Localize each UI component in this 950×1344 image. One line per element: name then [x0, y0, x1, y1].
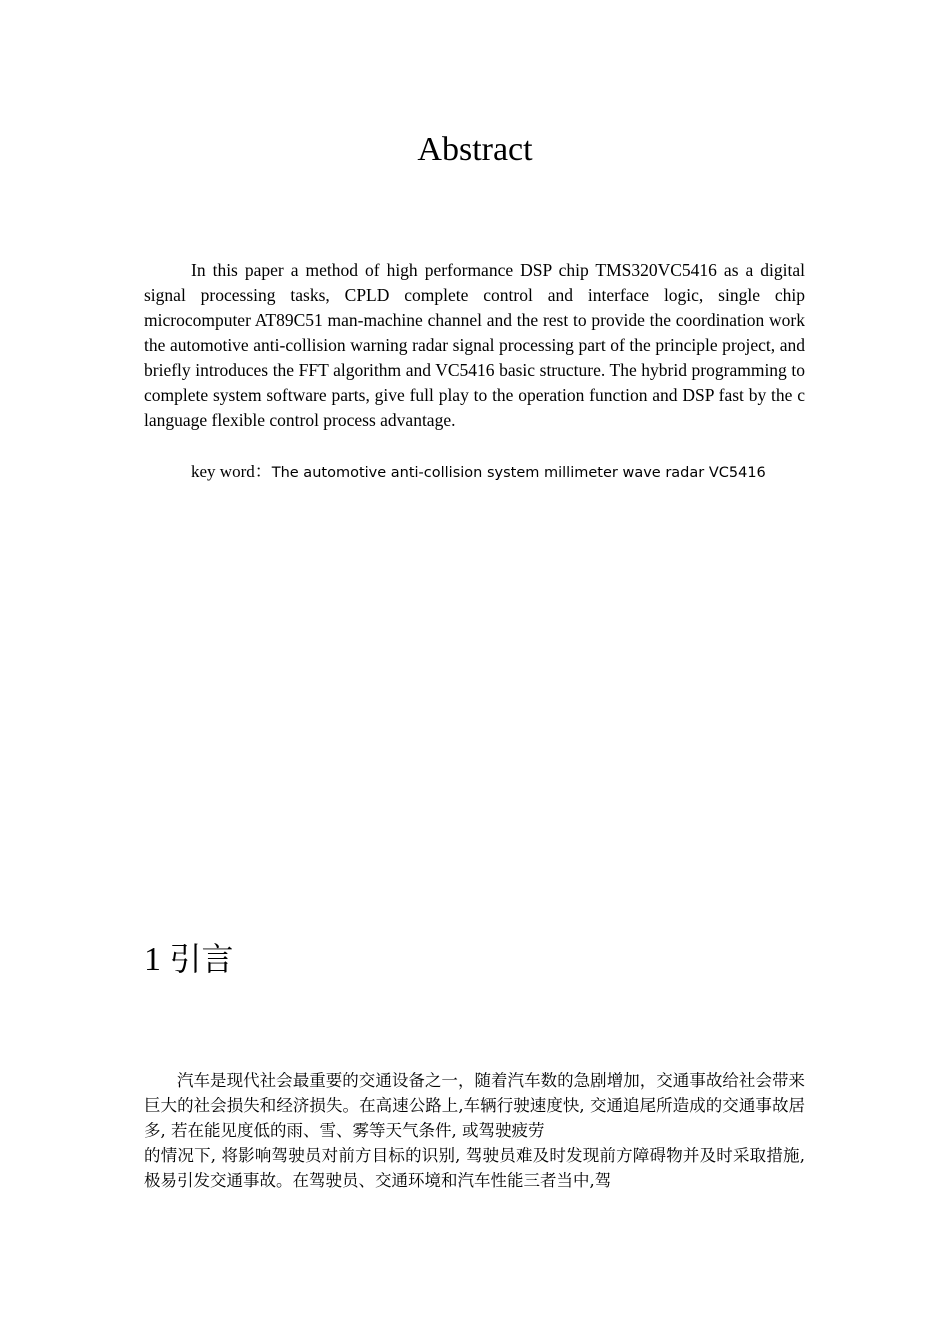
body-paragraph: 汽车是现代社会最重要的交通设备之一，随着汽车数的急剧增加，交通事故给社会带来巨大的社会损失和经济损失。在高速公路上,车辆行驶速度快, 交通追尾所造成的交通事故居多, 若在能见度低的雨、雪、雾等天气条件, 或驾驶疲劳 — [144, 1071, 805, 1140]
section-body — [144, 1068, 805, 1193]
body-paragraph: 的情况下, 将影响驾驶员对前方目标的识别, 驾驶员难及时发现前方障碍物并及时采取措施, 极易引发交通事故。在驾驶员、交通环境和汽车性能三者当中,驾 — [144, 1146, 805, 1190]
section-title: 引言 — [169, 940, 234, 978]
abstract-body: In this paper a method of high performance DSP chip TMS320VC5416 as a digital signal processing tasks, CPLD complete control and interface logic, single chip microcomputer AT89C51 man-machine channel and the rest to provide the coordination work the automotive anti-collision warning radar signal processing part of the principle project, and briefly introduces the FFT algorithm and VC5416 basic structure. The hybrid programming to complete system software parts, give full play to the operation function and DSP fast by the c language flexible control process advantage. — [144, 260, 805, 430]
keywords-line — [144, 459, 805, 486]
section-heading — [144, 936, 234, 983]
section-number: 1 — [144, 941, 161, 978]
abstract-title: Abstract — [417, 131, 533, 168]
keywords-label: key word： — [191, 462, 272, 481]
keywords-text: The automotive anti-collision system millimeter wave radar VC5416 — [271, 465, 766, 481]
